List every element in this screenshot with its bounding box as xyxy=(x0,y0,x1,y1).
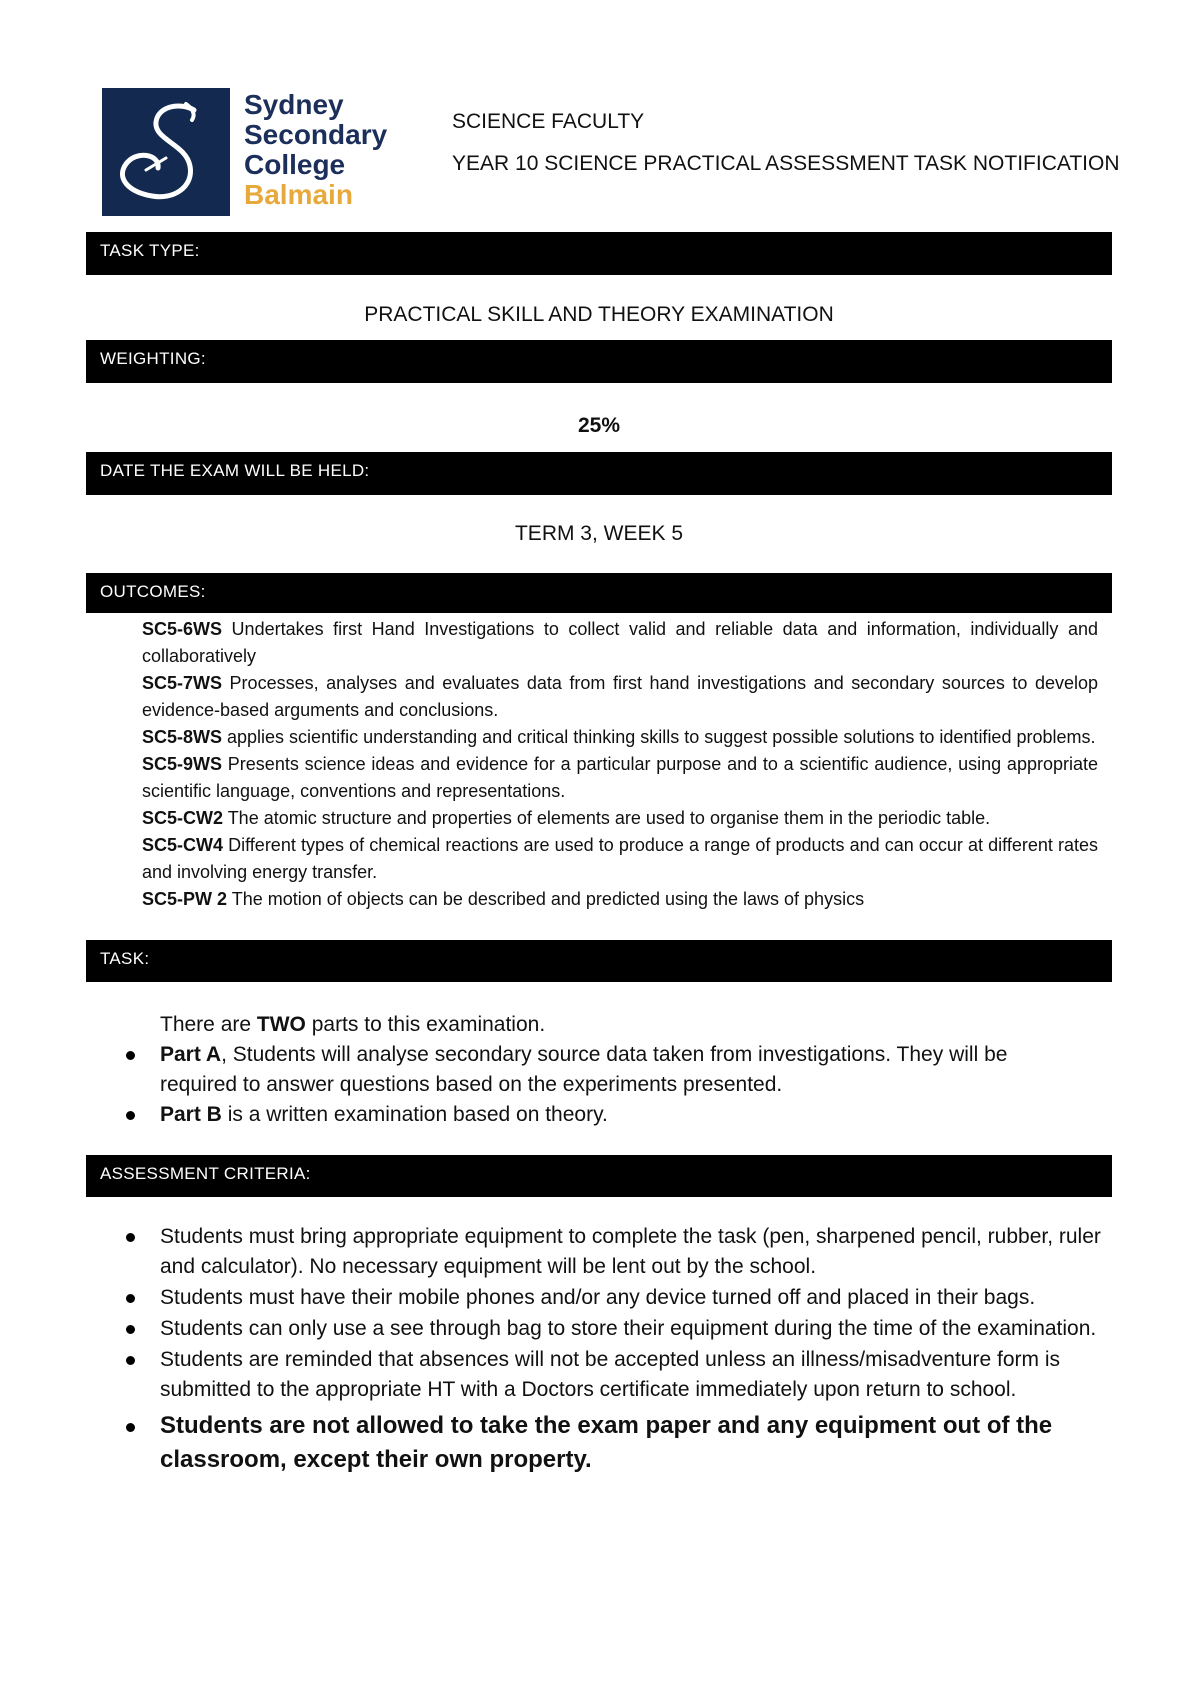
faculty-heading: SCIENCE FACULTY xyxy=(452,110,645,133)
school-name-line3: College xyxy=(244,149,346,180)
criteria-item: Students can only use a see through bag to store their equipment during the time of the examination. xyxy=(118,1314,1118,1344)
exam-date-value: TERM 3, WEEK 5 xyxy=(514,522,684,545)
task-type-value: PRACTICAL SKILL AND THEORY EXAMINATION xyxy=(364,303,834,326)
task-description xyxy=(118,1010,1078,1130)
task-type-bar xyxy=(86,232,1112,275)
task-type-label: TASK TYPE: xyxy=(100,241,200,260)
task-item: Part B is a written examination based on theory. xyxy=(118,1100,1078,1130)
document-title: YEAR 10 SCIENCE PRACTICAL ASSESSMENT TASK NOTIFICATION xyxy=(452,152,1120,175)
task-bar xyxy=(86,940,1112,982)
outcomes-list xyxy=(142,616,1098,913)
criteria-item: Students must bring appropriate equipment to complete the task (pen, sharpened pencil, rubber, ruler and calculator). No necessary equipment will be lent out by the school. xyxy=(118,1222,1118,1282)
criteria-item: Students must have their mobile phones and/or any device turned off and placed in their bags. xyxy=(118,1283,1118,1313)
task-item: Part A, Students will analyse secondary source data taken from investigations. They will be required to answer questions based on the experiments presented. xyxy=(118,1040,1078,1100)
outcome-item: SC5-7WS Processes, analyses and evaluates data from first hand investigations and secondary sources to develop evidence-based arguments and conclusions. xyxy=(142,673,1098,720)
outcomes-bar xyxy=(86,573,1112,613)
outcome-item: SC5-8WS applies scientific understanding and critical thinking skills to suggest possible solutions to identified problems. xyxy=(142,727,1096,747)
criteria-bar xyxy=(86,1155,1112,1197)
task-label: TASK: xyxy=(100,949,150,968)
exam-date-bar xyxy=(86,452,1112,495)
criteria-list xyxy=(118,1222,1118,1478)
weighting-bar xyxy=(86,340,1112,383)
outcome-item: SC5-PW 2 The motion of objects can be described and predicted using the laws of physics xyxy=(142,889,865,909)
task-intro: There are TWO parts to this examination. xyxy=(160,1013,546,1036)
criteria-item: Students are reminded that absences will not be accepted unless an illness/misadventure form is submitted to the appropriate HT with a Doctors certificate immediately upon return to school. xyxy=(118,1345,1118,1405)
weighting-value: 25% xyxy=(577,414,621,437)
school-name-line1: Sydney xyxy=(244,89,344,120)
weighting-label: WEIGHTING: xyxy=(100,349,206,368)
school-logo-emblem xyxy=(102,88,230,216)
school-name-line2: Secondary xyxy=(244,119,388,150)
school-name-line4: Balmain xyxy=(244,179,353,210)
outcome-item: SC5-6WS Undertakes first Hand Investigations to collect valid and reliable data and information, individually and collaboratively xyxy=(142,619,1098,666)
s-monogram-icon xyxy=(102,88,230,216)
outcomes-label: OUTCOMES: xyxy=(100,582,206,601)
outcome-item: SC5-CW2 The atomic structure and properties of elements are used to organise them in the periodic table. xyxy=(142,808,991,828)
criteria-item-emphasis: Students are not allowed to take the exam paper and any equipment out of the classroom, except their own property. xyxy=(118,1409,1118,1477)
school-name xyxy=(244,90,387,210)
exam-date-label: DATE THE EXAM WILL BE HELD: xyxy=(100,461,370,480)
outcome-item: SC5-9WS Presents science ideas and evidence for a particular purpose and to a scientific audience, using appropriate scientific language, conventions and representations. xyxy=(142,754,1098,801)
criteria-label: ASSESSMENT CRITERIA: xyxy=(100,1164,311,1183)
outcome-item: SC5-CW4 Different types of chemical reactions are used to produce a range of products and can occur at different rates and involving energy transfer. xyxy=(142,835,1098,882)
